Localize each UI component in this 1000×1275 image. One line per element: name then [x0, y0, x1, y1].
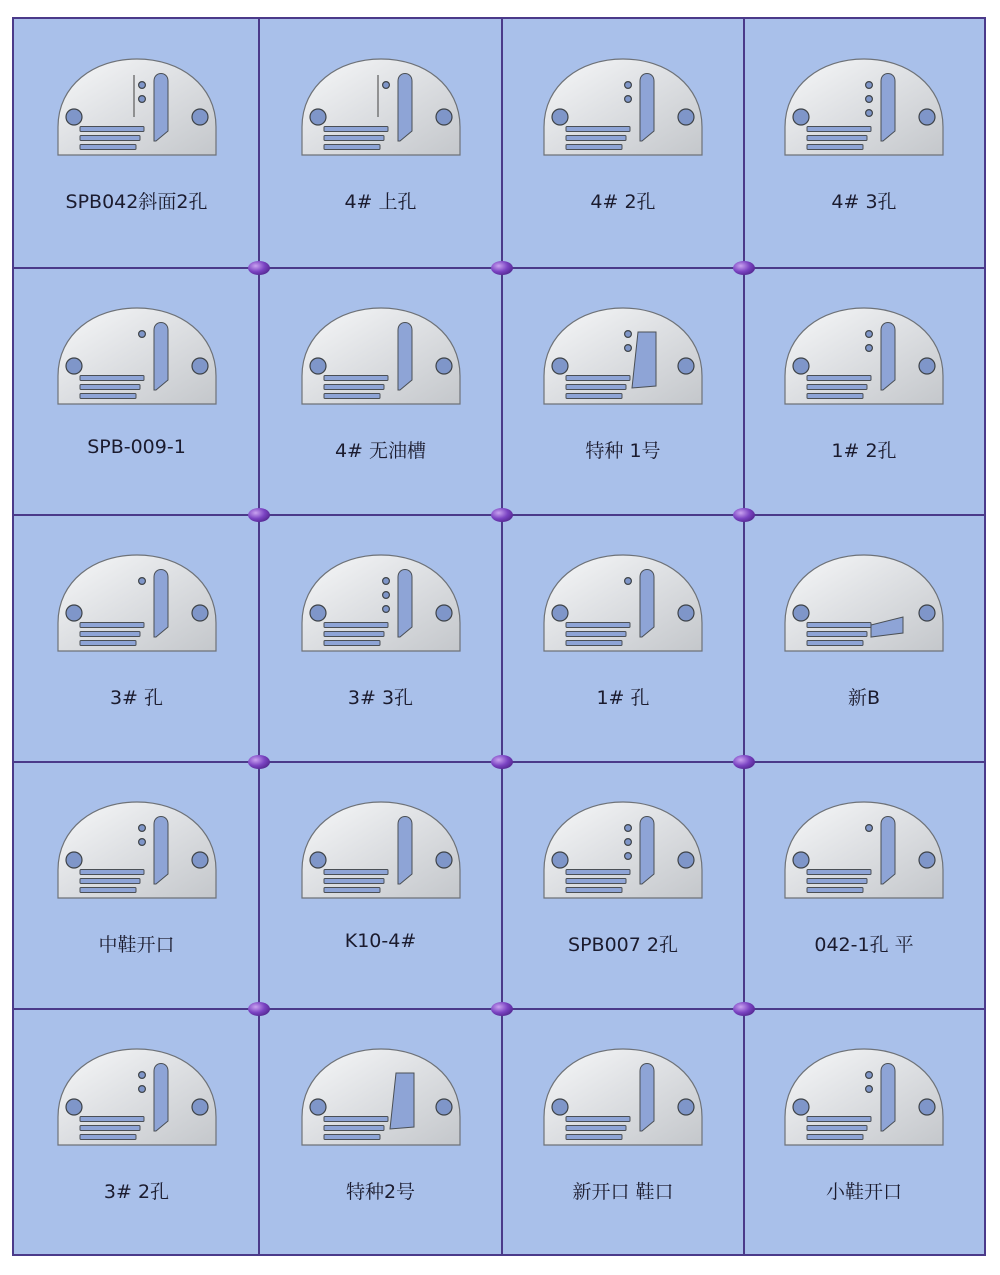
product-label: 1# 2孔: [831, 440, 897, 462]
product-card: [259, 268, 502, 515]
needle-plate-image: [779, 304, 949, 412]
product-card: [14, 515, 259, 762]
product-label: 中鞋开口: [98, 934, 175, 956]
product-label: 特种2号: [345, 1181, 416, 1203]
product-card: [744, 762, 984, 1009]
product-label: 3# 2孔: [103, 1181, 170, 1203]
product-card: [502, 762, 744, 1009]
product-label: 特种 1号: [585, 440, 661, 462]
product-card: [14, 19, 259, 268]
needle-plate-image: [296, 798, 466, 906]
product-card: [744, 515, 984, 762]
product-card: [744, 1009, 984, 1254]
needle-plate-image: [52, 798, 222, 906]
needle-plate-image: [538, 55, 708, 163]
product-card: [259, 762, 502, 1009]
product-label: 新B: [847, 687, 881, 709]
needle-plate-image: [779, 1045, 949, 1153]
product-card: [502, 1009, 744, 1254]
product-label: 小鞋开口: [825, 1181, 902, 1203]
product-label: SPB007 2孔: [568, 934, 678, 956]
product-card: [14, 268, 259, 515]
product-label: SPB-009-1: [87, 436, 186, 458]
needle-plate-image: [538, 798, 708, 906]
needle-plate-image: [52, 551, 222, 659]
product-card: [14, 762, 259, 1009]
needle-plate-image: [538, 304, 708, 412]
needle-plate-image: [779, 798, 949, 906]
product-label: 1# 孔: [596, 687, 650, 709]
product-card: [744, 268, 984, 515]
product-catalog-grid: [12, 17, 986, 1256]
product-card: [502, 515, 744, 762]
product-label: K10-4#: [344, 930, 417, 952]
product-label: 4# 2孔: [590, 191, 656, 213]
needle-plate-image: [538, 1045, 708, 1153]
needle-plate-image: [296, 1045, 466, 1153]
product-card: [14, 1009, 259, 1254]
product-label: 4# 上孔: [344, 191, 417, 213]
product-label: 新开口 鞋口: [572, 1181, 674, 1203]
product-label: 4# 无油槽: [334, 440, 427, 462]
needle-plate-image: [779, 55, 949, 163]
product-label: 4# 3孔: [831, 191, 897, 213]
needle-plate-image: [52, 55, 222, 163]
needle-plate-image: [296, 304, 466, 412]
needle-plate-image: [779, 551, 949, 659]
product-card: [502, 268, 744, 515]
product-label: 042-1孔 平: [814, 934, 914, 956]
product-card: [259, 1009, 502, 1254]
needle-plate-image: [296, 551, 466, 659]
product-label: SPB042斜面2孔: [65, 191, 208, 213]
product-label: 3# 3孔: [347, 687, 414, 709]
needle-plate-image: [52, 1045, 222, 1153]
product-card: [502, 19, 744, 268]
product-card: [259, 515, 502, 762]
needle-plate-image: [296, 55, 466, 163]
product-card: [259, 19, 502, 268]
needle-plate-image: [538, 551, 708, 659]
needle-plate-image: [52, 304, 222, 412]
product-label: 3# 孔: [109, 687, 164, 709]
product-card: [744, 19, 984, 268]
